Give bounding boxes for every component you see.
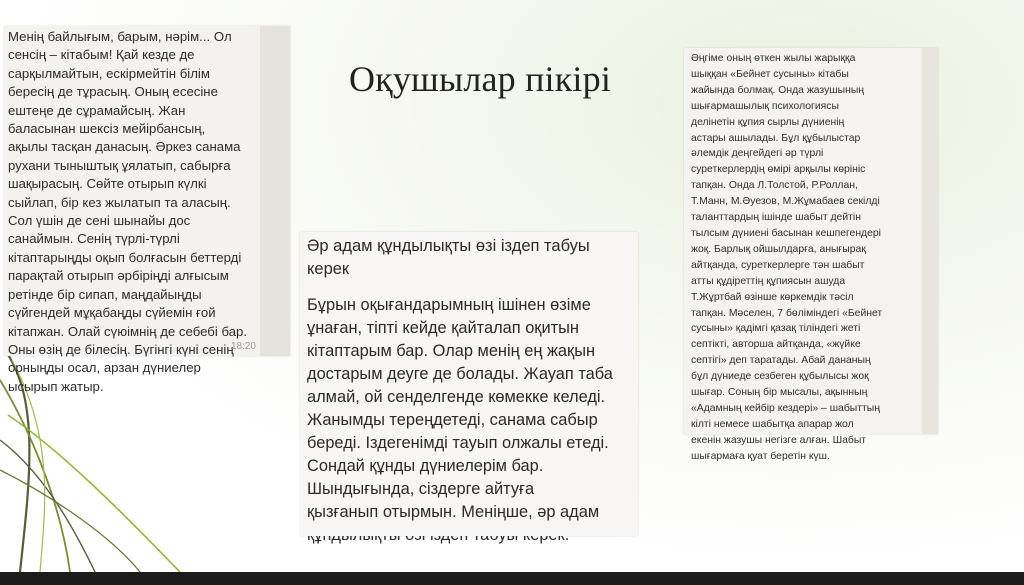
text-line: шығар. Соның бір мысалы, ақынның: [691, 387, 868, 399]
card-edge: [922, 48, 938, 434]
text-line: сыйлап, бір кез жылатып та аласың.: [8, 194, 231, 210]
text-line: ұнаған, тіпті кейде қайталап оқитын: [307, 319, 579, 337]
review-text-left: [8, 28, 258, 396]
text-line: керек: [307, 260, 350, 278]
message-time: 18:20: [230, 341, 256, 352]
bottom-bar: [0, 572, 1024, 585]
text-line: қызғанып отырмын. Меніңше, әр адам: [307, 503, 600, 521]
text-line: рухани тыныштық ұялатып, сабырға: [8, 157, 231, 173]
review-card-middle: [300, 232, 638, 536]
card-edge: [260, 26, 290, 356]
text-line: кітапжан. Олай сүюімнің де себебі бар.: [8, 323, 248, 339]
text-line: кітаптарым бар. Олар менің ең жақын: [307, 342, 596, 360]
text-line: айтқанда, суреткерлерге тән шабыт: [691, 259, 865, 271]
text-line: әлемдік деңгейдегі әр түрлі: [691, 148, 824, 160]
text-line: жайында болмақ. Онда жазушының: [691, 84, 865, 96]
slide-title: Оқушылар пікірі: [348, 59, 612, 99]
text-line: Сондай құнды дүниелерім бар.: [307, 457, 544, 475]
text-line: астары ашылады. Бұл құбылыстар: [691, 132, 861, 144]
text-line: Менің байлығым, барым, нәрім... Ол: [8, 29, 232, 44]
text-line: Әңгіме оның өткен жылы жарыққа: [691, 53, 856, 64]
text-line: алмай, ой сенделгенде көмекке келеді.: [307, 388, 606, 406]
card-edge: [300, 526, 638, 536]
text-line: ештеңе де сұрамайсың. Жан: [8, 102, 186, 118]
text-line: ақылы тасқан данасың. Әркез санама: [8, 139, 241, 155]
text-line: тапқан. Мәселен, 7 бөліміндегі «Бейнет: [691, 307, 883, 319]
text-line: ретінде бір сипап, маңдайыңды: [8, 286, 202, 302]
text-line: сүйгендей мұқабаңды сүйемін ғой: [8, 305, 216, 321]
text-line: санаймын. Сенің түрлі-түрлі: [8, 231, 180, 247]
text-line: береді. Іздегенімді тауып олжалы етеді.: [307, 434, 609, 452]
text-line: Жанымды тереңдетеді, санама сабыр: [307, 411, 598, 429]
text-line: бұл дүниеде сезбеген құбылысы жоқ: [691, 371, 869, 383]
text-line: Әр адам құндылықты өзі іздеп табуы: [307, 237, 590, 255]
text-line: достарым деуге де болады. Жауап таба: [307, 365, 613, 383]
text-line: таланттардың ішінде шабыт дейтін: [691, 212, 861, 224]
text-line: ысырып жатыр.: [8, 378, 104, 394]
text-line: сарқылмайтын, ескірмейтін білім: [8, 65, 210, 81]
text-line: септікті, авторша айтқанда, «жүйке: [691, 339, 861, 351]
text-line: суреткерлердің өмірі арқылы көрініс: [691, 164, 866, 176]
text-line: Бұрын оқығандарымның ішінен өзіме: [307, 296, 591, 314]
text-line: кітаптарыңды оқып болғасын беттерді: [8, 249, 242, 265]
text-line: сенсің – кітабым! Қай кезде де: [8, 47, 195, 63]
review-text-middle: [307, 294, 635, 547]
text-line: Сол үшін де сені шынайы дос: [8, 213, 191, 229]
text-line: бересің де тұрасың. Оның есесіне: [8, 84, 218, 100]
text-line: баласынан шексіз мейірбансың,: [8, 121, 206, 137]
review-text-right: [691, 51, 913, 465]
text-line: Оны өзің де білесің. Бүгінгі күні сенің: [8, 341, 234, 357]
text-line: Т.Жұртбай өзінше көркемдік тәсіл: [691, 291, 854, 303]
text-line: тылсым дүниені басынан кешпегендері: [691, 227, 881, 239]
text-line: тапқан. Онда Л.Толстой, Р.Роллан,: [691, 180, 858, 192]
text-line: жоқ. Барлық ойшылдарға, анығырақ: [691, 243, 866, 255]
text-line: атты құдіреттің құпиясын ашуда: [691, 275, 846, 287]
text-line: орныңды осал, арзан дүниелер: [8, 360, 201, 376]
text-line: Т.Манн, М.Әуезов, М.Жұмабаев секілді: [691, 196, 880, 208]
text-line: Шындығында, сіздерге айтуға: [307, 480, 535, 498]
text-line: парақтай отырып әрбіріңді алғысым: [8, 268, 229, 284]
text-line: шақырасың. Сөйте отырып күлкі: [8, 176, 207, 192]
review-card-right: [684, 48, 938, 462]
text-line: септігі» деп таратады. Абай дананың: [691, 355, 871, 367]
review-card-left: [4, 26, 290, 394]
review-heading-middle: [307, 235, 627, 281]
text-line: екенін жазушы негізге алған. Шабыт: [691, 434, 867, 446]
text-line: шығармашылық психологиясы: [691, 100, 839, 112]
text-line: делінетін құпия сырлы дүниенің: [691, 116, 845, 128]
text-line: кілті немесе шабытқа апарар жол: [691, 418, 854, 430]
text-line: «Адамның кейбір кездері» – шабыттың: [691, 402, 880, 414]
text-line: шығармаға қуат беретін күш.: [691, 450, 830, 462]
text-line: сусыны» қадімгі қазақ тіліндегі жеті: [691, 323, 861, 335]
text-line: шыққан «Бейнет сусыны» кітабы: [691, 68, 849, 80]
